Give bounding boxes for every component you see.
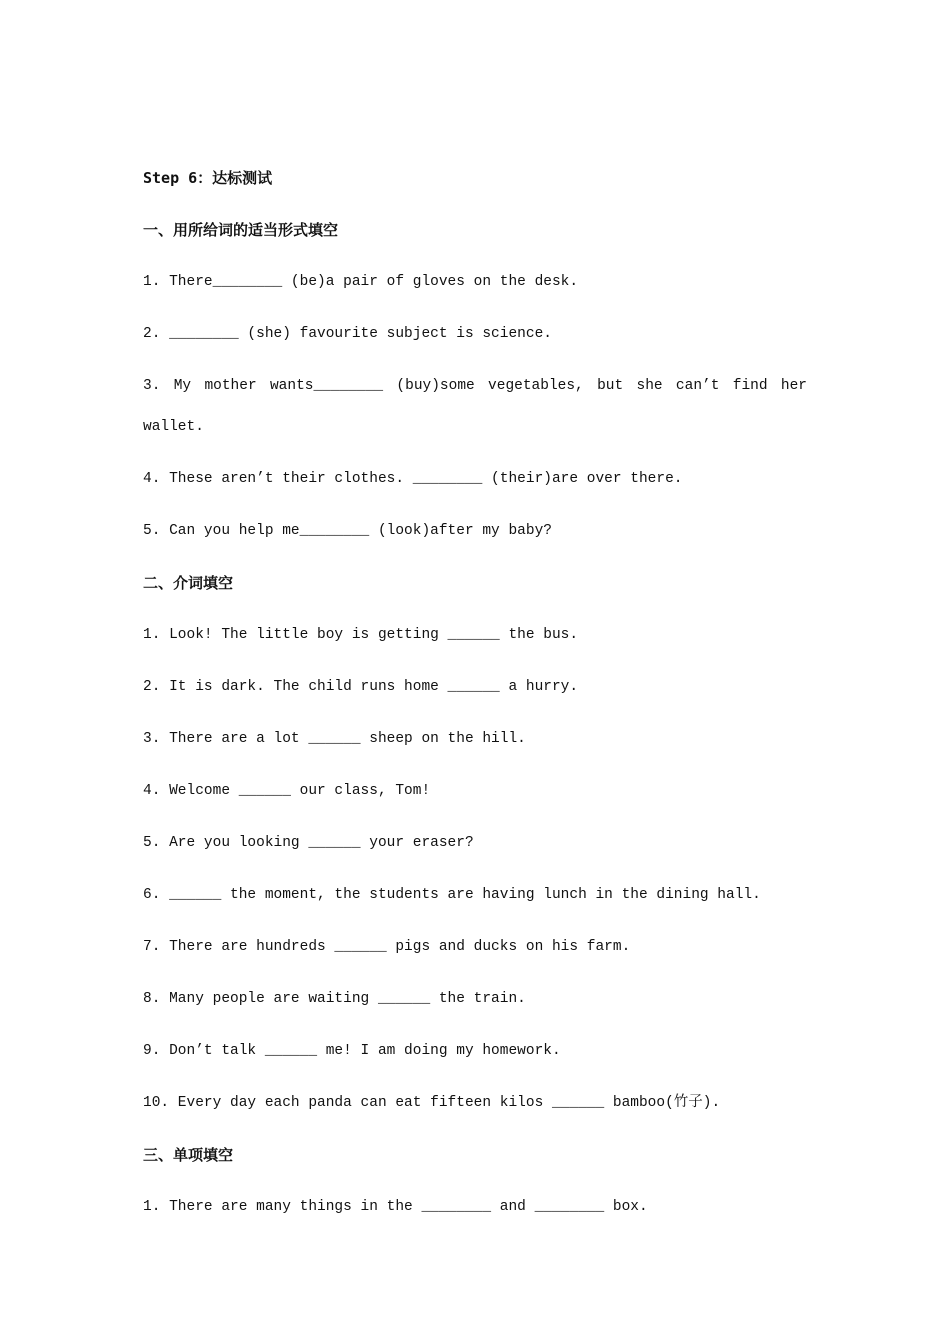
question-item: 1. There are many things in the ________ and ________ box.: [143, 1199, 648, 1215]
section-title-prepositions: 二、介词填空: [143, 574, 234, 592]
question-item: 3. There are a lot ______ sheep on the hill.: [143, 731, 526, 747]
section-title-word-forms: 一、用所给词的适当形式填空: [143, 221, 339, 239]
step-title: Step 6：达标测试: [143, 169, 273, 187]
question-line: 3. My mother wants________ (buy)some vegetables, but she can’t find her: [143, 378, 807, 394]
question-item: 4. Welcome ______ our class, Tom!: [143, 783, 431, 799]
question-item: 1. There________ (be)a pair of gloves on the desk.: [143, 274, 579, 290]
question-line: wallet.: [143, 419, 204, 435]
question-item: 9. Don’t talk ______ me! I am doing my homework.: [143, 1043, 561, 1059]
question-item: 6. ______ the moment, the students are having lunch in the dining hall.: [143, 887, 761, 903]
question-item: 2. ________ (she) favourite subject is science.: [143, 326, 552, 342]
section-title-single-choice: 三、单项填空: [143, 1146, 234, 1164]
question-item: 10. Every day each panda can eat fifteen kilos ______ bamboo(竹子).: [143, 1095, 721, 1111]
question-item: 5. Are you looking ______ your eraser?: [143, 835, 474, 851]
question-item: 1. Look! The little boy is getting ______ the bus.: [143, 627, 579, 643]
question-item: 8. Many people are waiting ______ the train.: [143, 991, 526, 1007]
worksheet-page: [143, 166, 807, 1247]
question-item: 4. These aren’t their clothes. ________ (their)are over there.: [143, 471, 683, 487]
question-item-multiline: [143, 374, 807, 439]
question-item: 5. Can you help me________ (look)after my baby?: [143, 523, 552, 539]
question-item: 7. There are hundreds ______ pigs and ducks on his farm.: [143, 939, 631, 955]
question-item: 2. It is dark. The child runs home ______ a hurry.: [143, 679, 579, 695]
